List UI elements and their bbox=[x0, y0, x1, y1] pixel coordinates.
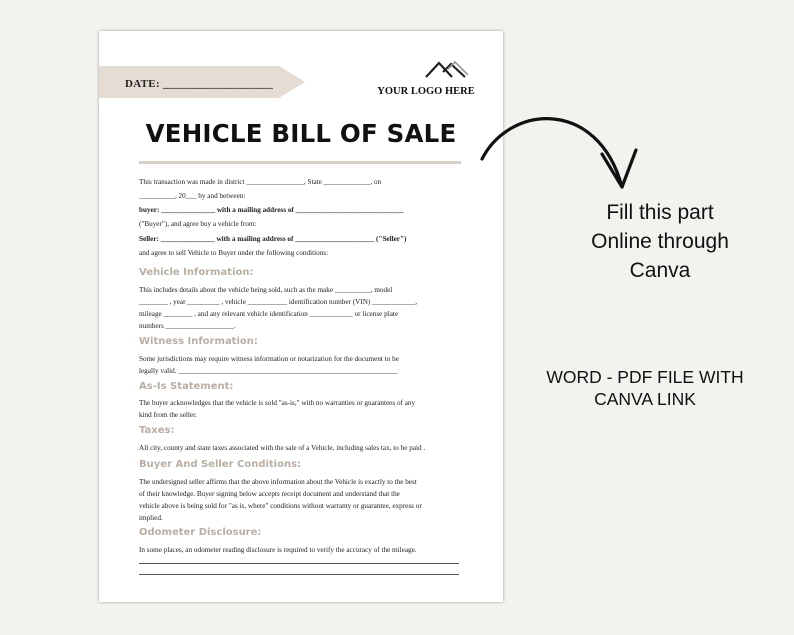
section-heading-taxes: Taxes: bbox=[139, 425, 175, 436]
section-line: The buyer acknowledges that the vehicle is sold "as-is," with no warranties or guarantees of any bbox=[139, 399, 416, 407]
caption-line: Canva bbox=[629, 259, 691, 282]
intro-line: and agree to sell Vehicle to Buyer under the following conditions: bbox=[139, 249, 329, 257]
section-line: numbers ___________________. bbox=[139, 322, 236, 330]
section-heading-odometer: Odometer Disclosure: bbox=[139, 527, 262, 538]
intro-line: ("Buyer"), and agree buy a vehicle from: bbox=[139, 220, 257, 228]
section-heading-as-is: As-Is Statement: bbox=[139, 381, 234, 392]
section-line: Some jurisdictions may require witness information or notarization for the document to be bbox=[139, 355, 399, 363]
intro-line: This transaction was made in district ________________, State _____________, on bbox=[139, 178, 382, 186]
file-format-caption bbox=[520, 366, 770, 410]
section-line: vehicle above is being sold for "as is, where" conditions without warranty or guarantee, express or bbox=[139, 502, 422, 510]
section-line: kind from the seller. bbox=[139, 411, 197, 419]
caption-line: WORD - PDF FILE WITH bbox=[546, 367, 744, 387]
caption-line: Online through bbox=[591, 230, 729, 253]
date-field: DATE: ___________________ bbox=[125, 78, 274, 90]
bill-of-sale-page bbox=[99, 31, 503, 602]
intro-line-seller: Seller: _______________ with a mailing address of ______________________ ("Seller") bbox=[139, 235, 407, 243]
caption-line: Fill this part bbox=[606, 201, 714, 224]
intro-line: __________, 20___ by and between: bbox=[139, 192, 246, 200]
fill-online-caption bbox=[560, 198, 760, 285]
section-heading-witness: Witness Information: bbox=[139, 336, 258, 347]
section-line: legally valid. _____________________________________________________________ bbox=[139, 367, 398, 375]
section-line: In some places, an odometer reading disclosure is required to verify the accuracy of the mileage. bbox=[139, 546, 417, 554]
section-line: of their knowledge. Buyer signing below accepts receipt document and understand that the bbox=[139, 490, 400, 498]
signature-line bbox=[139, 574, 459, 575]
title-divider bbox=[139, 161, 461, 164]
section-heading-conditions: Buyer And Seller Conditions: bbox=[139, 459, 302, 470]
curved-arrow-icon bbox=[470, 110, 640, 200]
signature-line bbox=[139, 563, 459, 564]
section-line: implied. bbox=[139, 514, 163, 522]
section-heading-vehicle: Vehicle Information: bbox=[139, 267, 254, 278]
caption-line: CANVA LINK bbox=[594, 389, 696, 409]
document-title: VEHICLE BILL OF SALE bbox=[145, 119, 457, 148]
section-line: mileage ________ , and any relevant vehicle identification ____________ or license plate bbox=[139, 310, 399, 318]
section-line: ________ , year _________ , vehicle ___________ identification number (VIN) ____________, bbox=[139, 298, 418, 306]
section-line: This includes details about the vehicle being sold, such as the make __________, model bbox=[139, 286, 393, 294]
section-line: The undersigned seller affirms that the above information about the Vehicle is exactly to the best bbox=[139, 478, 417, 486]
mountain-logo-icon bbox=[425, 59, 469, 81]
logo-placeholder-text: YOUR LOGO HERE bbox=[377, 86, 475, 97]
intro-line-buyer: buyer: _______________ with a mailing address of ______________________________ bbox=[139, 206, 404, 214]
section-line: All city, county and state taxes associated with the sale of a Vehicle, including sales tax, to be paid . bbox=[139, 444, 426, 452]
